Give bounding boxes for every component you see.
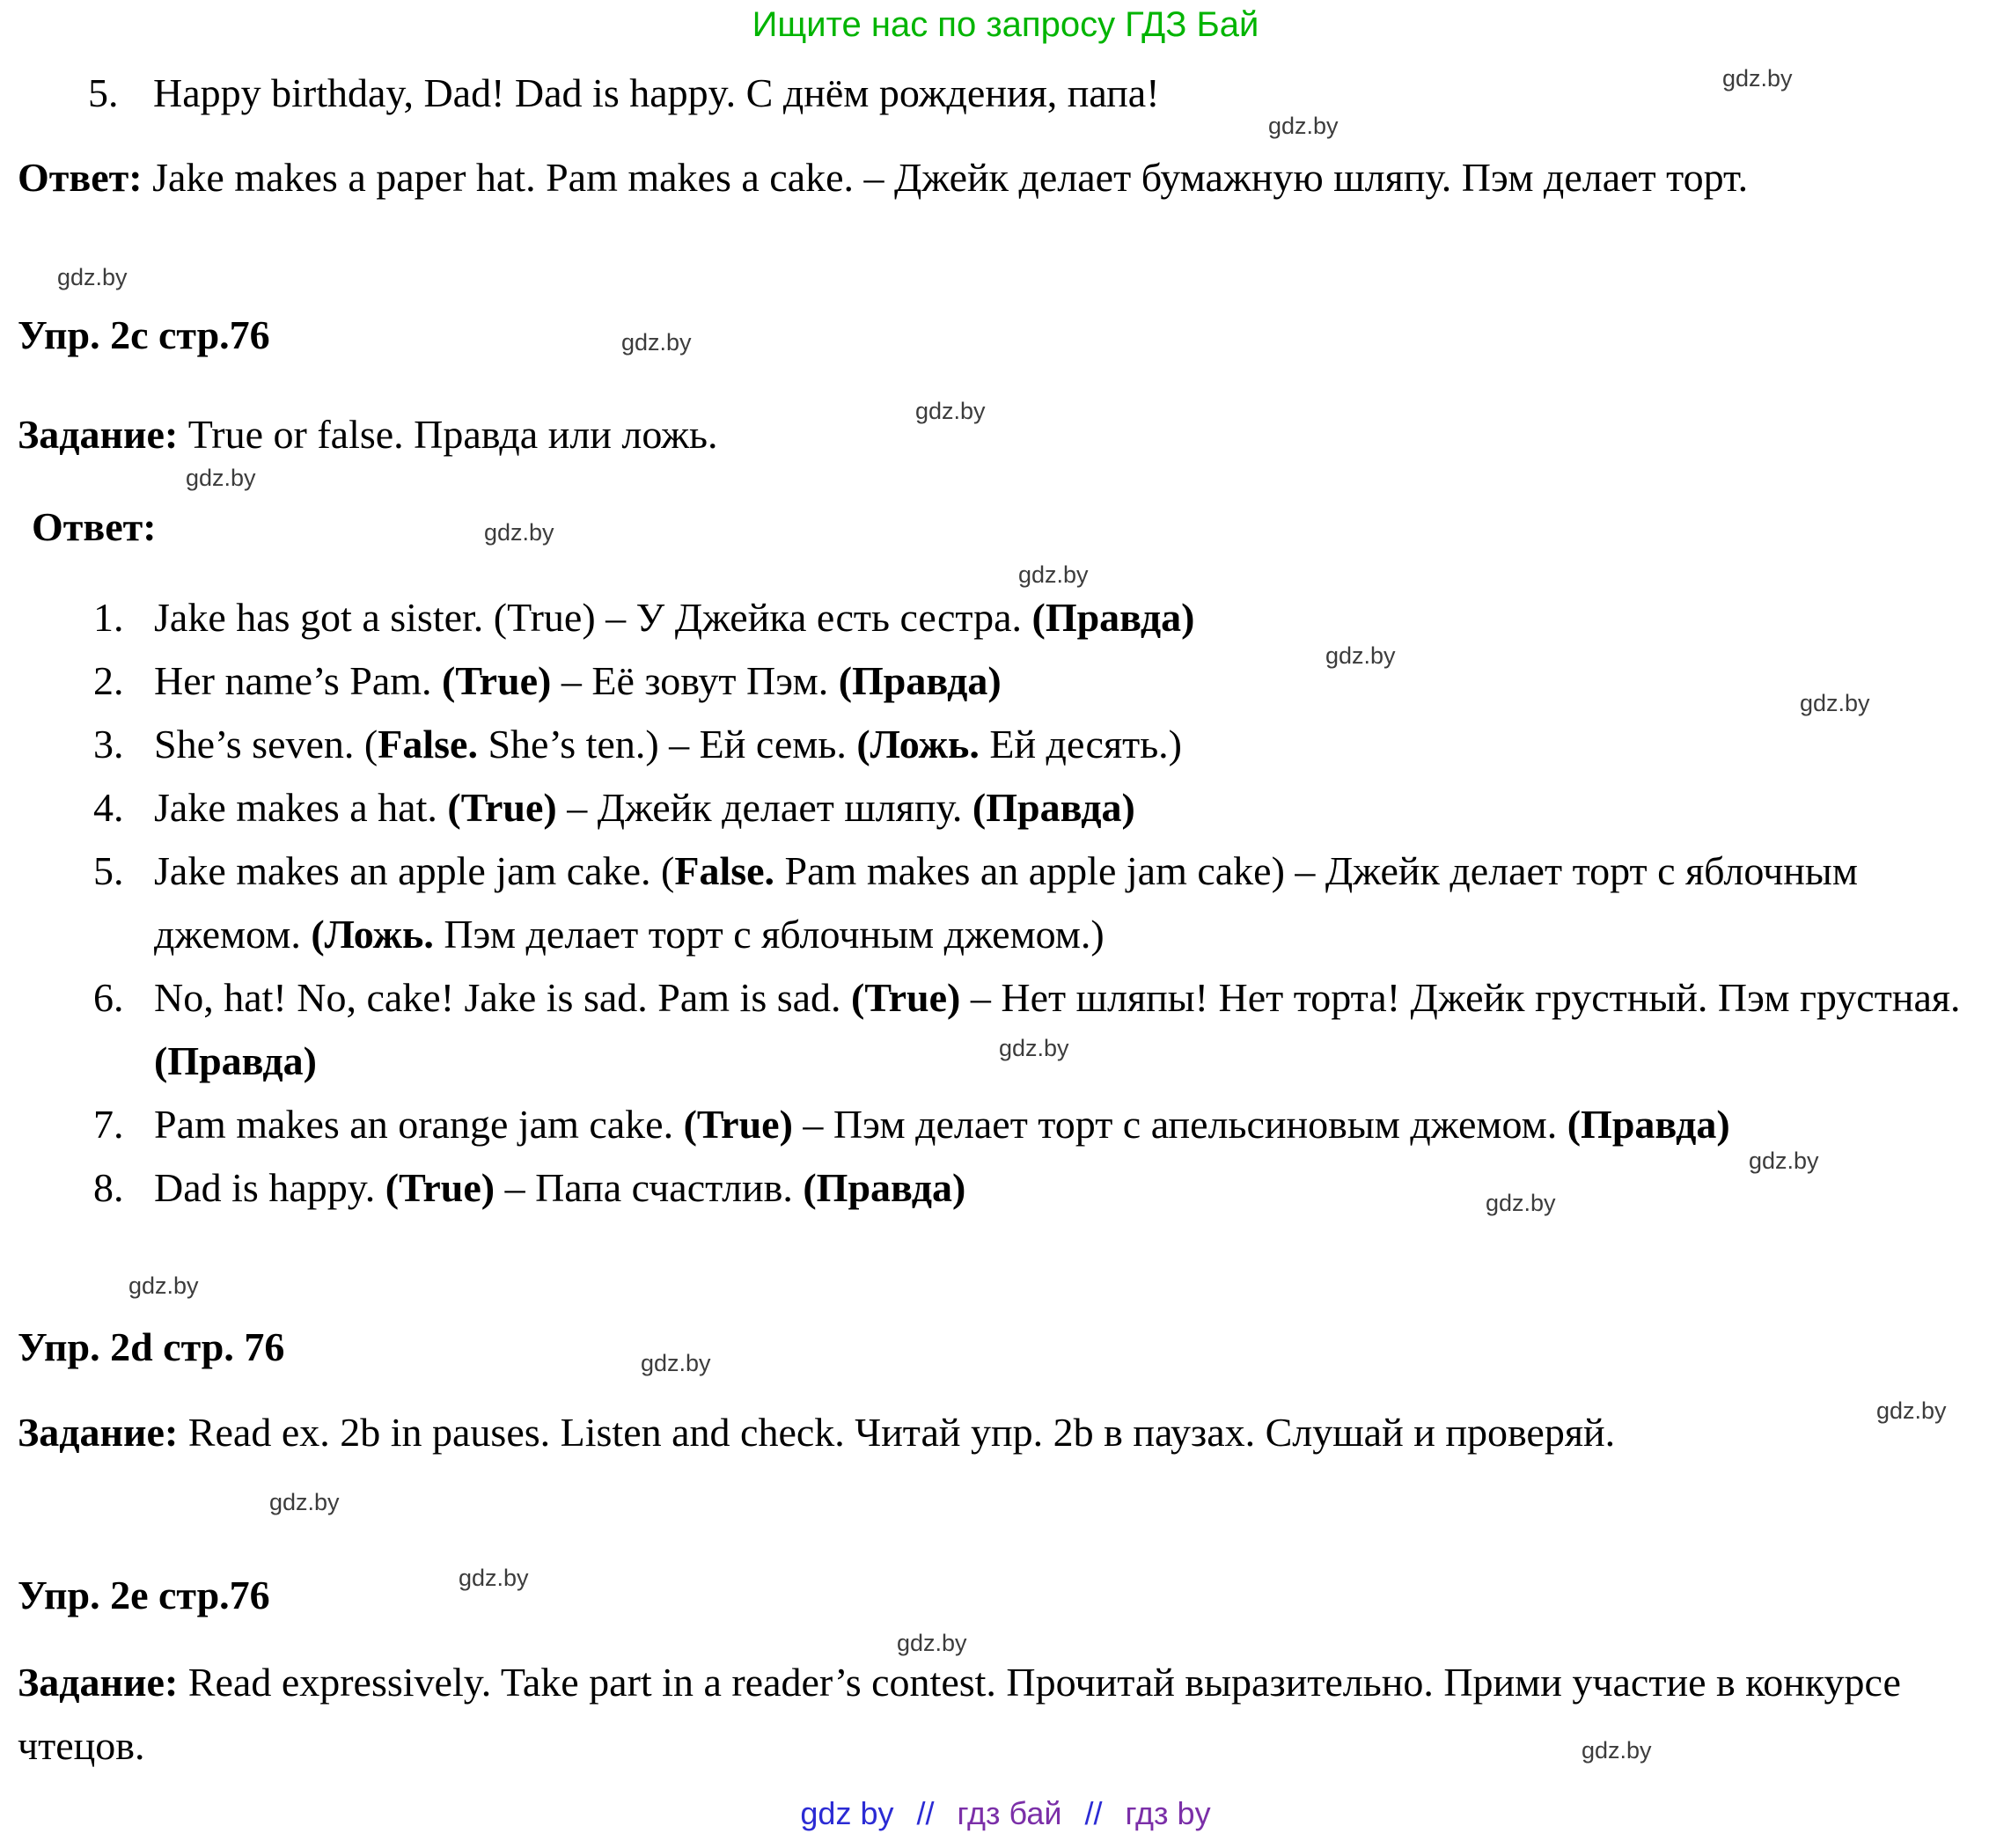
gdz-watermark: gdz.by — [897, 1630, 967, 1656]
task-2d-paragraph: Задание: Read ex. 2b in pauses. Listen and check. Читай упр. 2b в паузах. Слушай и проверяй. — [18, 1410, 1616, 1455]
answers-list — [0, 586, 1967, 1220]
footer-separator: // — [916, 1795, 935, 1831]
footer-link-gdz-by-2[interactable]: гдз by — [1125, 1795, 1211, 1831]
gdz-watermark: gdz.by — [641, 1350, 711, 1376]
gdz-watermark: gdz.by — [915, 398, 986, 424]
item-text: Happy birthday, Dad! Dad is happy. С днём рождения, папа! — [153, 70, 1160, 115]
answer-label-2c: Ответ: — [32, 504, 157, 549]
exercise-2b-item-5 — [88, 62, 1945, 125]
gdz-watermark: gdz.by — [1722, 65, 1793, 92]
promo-banner: Ищите нас по запросу ГДЗ Бай — [752, 5, 1259, 44]
gdz-watermark: gdz.by — [57, 264, 128, 290]
footer-link-gdz-by[interactable]: gdz by — [800, 1795, 894, 1831]
gdz-watermark: gdz.by — [186, 465, 256, 491]
gdz-watermark: gdz.by — [999, 1035, 1069, 1061]
list-item-4 — [0, 776, 1967, 840]
gdz-watermark: gdz.by — [621, 329, 692, 356]
list-item-5 — [0, 840, 1967, 966]
item-text: Dad is happy. (True) – Папа счастлив. (Правда) — [154, 1165, 966, 1210]
footer-separator: // — [1084, 1795, 1103, 1831]
gdz-watermark: gdz.by — [1268, 113, 1339, 139]
list-item-2 — [0, 649, 1967, 713]
footer-links — [0, 1795, 2011, 1832]
task-2c-paragraph: Задание: True or false. Правда или ложь. — [18, 412, 718, 457]
item-text: Her name’s Pam. (True) – Её зовут Пэм. (Правда) — [154, 658, 1002, 703]
item-number: 7. — [93, 1102, 124, 1147]
gdz-watermark: gdz.by — [1749, 1148, 1819, 1174]
item-number: 4. — [93, 785, 124, 830]
answer-2b-paragraph: Ответ: Jake makes a paper hat. Pam makes a cake. – Джейк делает бумажную шляпу. Пэм делает торт. — [18, 155, 1749, 200]
item-text: Pam makes an orange jam cake. (True) – Пэм делает торт с апельсиновым джемом. (Правда) — [154, 1102, 1730, 1147]
section-heading-2d: Упр. 2d стр. 76 — [18, 1324, 285, 1369]
section-heading-2e: Упр. 2e стр.76 — [18, 1573, 270, 1617]
gdz-watermark: gdz.by — [1018, 561, 1089, 588]
item-number: 3. — [93, 722, 124, 766]
gdz-watermark: gdz.by — [1876, 1397, 1947, 1424]
item-number: 1. — [93, 595, 124, 640]
item-text: She’s seven. (False. She’s ten.) – Ей семь. (Ложь. Ей десять.) — [154, 722, 1183, 766]
item-number: 5. — [88, 70, 119, 115]
item-text: No, hat! No, cake! Jake is sad. Pam is sad. (True) – Нет шляпы! Нет торта! Джейк грустный. Пэм грустная. (Правда) — [154, 975, 1961, 1083]
gdz-watermark: gdz.by — [269, 1489, 340, 1515]
gdz-watermark: gdz.by — [1800, 690, 1870, 716]
list-item-3 — [0, 713, 1967, 776]
item-number: 5. — [93, 848, 124, 893]
gdz-watermark: gdz.by — [1486, 1190, 1556, 1216]
list-item-7 — [0, 1093, 1967, 1156]
task-2e-paragraph: Задание: Read expressively. Take part in a reader’s contest. Прочитай выразительно. Прими участие в конкурсе чтецов. — [18, 1660, 1901, 1768]
gdz-watermark: gdz.by — [128, 1272, 199, 1299]
item-number: 8. — [93, 1165, 124, 1210]
item-number: 2. — [93, 658, 124, 703]
list-item-6 — [0, 966, 1967, 1093]
item-number: 6. — [93, 975, 124, 1020]
gdz-watermark: gdz.by — [484, 519, 554, 546]
gdz-watermark: gdz.by — [1325, 642, 1396, 669]
item-text: Jake has got a sister. (True) – У Джейка есть сестра. (Правда) — [154, 595, 1195, 640]
item-text: Jake makes an apple jam cake. (False. Pam makes an apple jam cake) – Джейк делает торт с яблочным джемом. (Ложь. Пэм делает торт с яблочным джемом.) — [154, 848, 1858, 957]
footer-link-gdz-bai[interactable]: гдз бай — [957, 1795, 1062, 1831]
gdz-watermark: gdz.by — [1582, 1737, 1652, 1764]
list-item-8 — [0, 1156, 1967, 1220]
list-item-1 — [0, 586, 1967, 649]
section-heading-2c: Упр. 2c стр.76 — [18, 312, 270, 357]
gdz-watermark: gdz.by — [459, 1565, 529, 1591]
item-text: Jake makes a hat. (True) – Джейк делает шляпу. (Правда) — [154, 785, 1135, 830]
